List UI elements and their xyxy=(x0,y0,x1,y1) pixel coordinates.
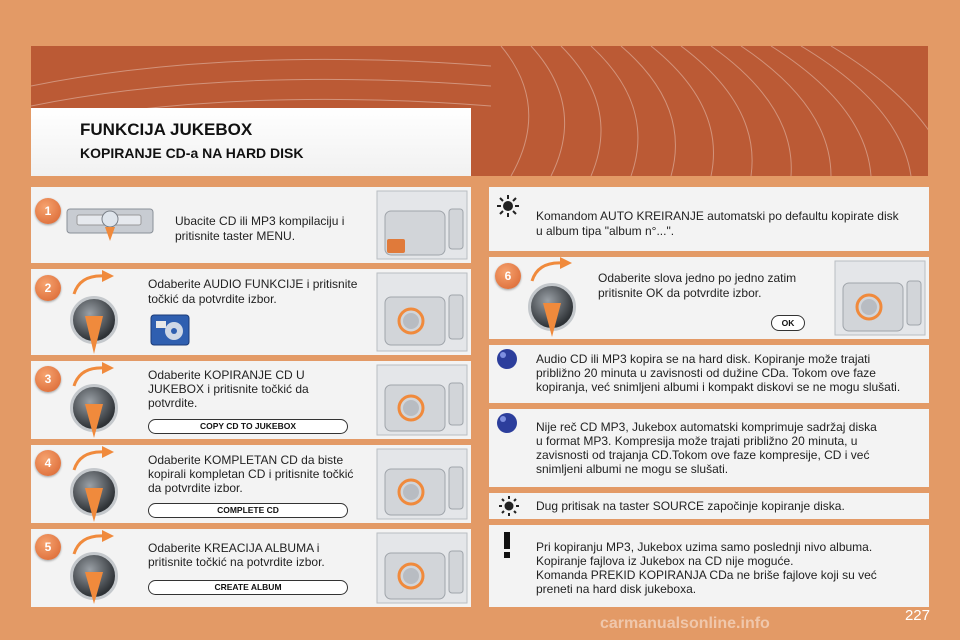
step-4-text-line2: kopirali kompletan CD i pritisnite točkić xyxy=(148,467,354,481)
blue-dot-icon xyxy=(496,412,518,434)
radio-control-panel-icon xyxy=(833,259,927,337)
sun-tip-icon xyxy=(496,194,520,218)
step-3-text-line2: JUKEBOX i pritisnite točkić da xyxy=(148,382,309,396)
warning-line4: preneti na hard disk jukeboxa. xyxy=(536,582,697,596)
step-1-number: 1 xyxy=(35,198,61,224)
radio-control-panel-icon xyxy=(375,447,469,521)
audio-functions-icon xyxy=(150,314,190,346)
press-arrow-icon xyxy=(83,488,105,524)
create-album-button[interactable]: CREATE ALBUM xyxy=(148,580,348,595)
step-5-text-line1: Odaberite KREACIJA ALBUMA i xyxy=(148,541,320,555)
step-5-text-line2: pritisnite točkić na potvrdite izbor. xyxy=(148,555,325,569)
radio-control-panel-icon xyxy=(375,363,469,437)
rotate-arrow-icon xyxy=(528,255,574,285)
step-6-text-line1: Odaberite slova jedno po jedno zatim xyxy=(598,271,797,285)
audio-cd-line3: kopiranja, već snimljeni albumi i kompakt diskovi se ne mogu slušati. xyxy=(536,380,901,394)
step-1-text-line2: pritisnite taster MENU. xyxy=(175,229,296,243)
source-line1: Dug pritisak na taster SOURCE započinje kopiranje diska. xyxy=(536,499,845,513)
complete-cd-button[interactable]: COMPLETE CD xyxy=(148,503,348,518)
auto-create-line1: Komandom AUTO KREIRANJE automatski po defaultu kopirate disk xyxy=(536,209,899,223)
step-4-number: 4 xyxy=(35,450,61,476)
step-6-text-line2: pritisnite OK da potvrdite izbor. xyxy=(598,286,762,300)
rotate-arrow-icon xyxy=(70,268,116,298)
page-number: 227 xyxy=(904,607,930,624)
warning-line2: Kopiranje fajlova iz Jukebox na CD nije moguće. xyxy=(536,554,794,568)
compression-line4: snimljeni albumi ne mogu se slušati. xyxy=(536,462,729,476)
page-subtitle: KOPIRANJE CD-a NA HARD DISK xyxy=(80,145,304,161)
step-4-text-line3: da potvrdite izbor. xyxy=(148,481,243,495)
sun-tip-icon xyxy=(498,495,520,517)
step-2-text-line2: točkić da potvrdite izbor. xyxy=(148,292,277,306)
warning-line3: Komanda PREKID KOPIRANJA CDa ne briše fajlove koji su već xyxy=(536,568,877,582)
press-arrow-icon xyxy=(541,303,563,339)
ok-button[interactable]: OK xyxy=(771,315,805,331)
title-box xyxy=(31,108,471,176)
press-arrow-icon xyxy=(83,404,105,440)
step-2-number: 2 xyxy=(35,275,61,301)
step-3-text-line3: potvrdite. xyxy=(148,396,198,410)
step-3-number: 3 xyxy=(35,366,61,392)
compression-line1: Nije reč CD MP3, Jukebox automatski komprimuje sadržaj diska xyxy=(536,420,877,434)
copy-cd-to-jukebox-button[interactable]: COPY CD TO JUKEBOX xyxy=(148,419,348,434)
step-6-number: 6 xyxy=(495,263,521,289)
warning-line1: Pri kopiranju MP3, Jukebox uzima samo poslednji nivo albuma. xyxy=(536,540,873,554)
step-3-text-line1: Odaberite KOPIRANJE CD U xyxy=(148,368,305,382)
exclamation-icon xyxy=(500,532,514,558)
press-arrow-icon xyxy=(83,316,105,356)
auto-create-line2: u album tipa "album n°...". xyxy=(536,224,675,238)
blue-dot-icon xyxy=(496,348,518,370)
compression-line2: u format MP3. Kompresija može trajati približno 20 minuta, u xyxy=(536,434,858,448)
step-4-text-line1: Odaberite KOMPLETAN CD da biste xyxy=(148,453,344,467)
audio-cd-line2: približno 20 minuta u zavisnosti od dužine CDa. Tokom ove faze xyxy=(536,366,876,380)
press-arrow-icon xyxy=(83,572,105,606)
watermark: carmanualsonline.info xyxy=(600,615,770,632)
audio-cd-line1: Audio CD ili MP3 kopira se na hard disk. Kopiranje može trajati xyxy=(536,352,871,366)
cd-insert-icon xyxy=(65,203,155,243)
page-title: FUNKCIJA JUKEBOX xyxy=(80,120,253,139)
step-5-number: 5 xyxy=(35,534,61,560)
radio-control-panel-icon xyxy=(375,271,469,353)
compression-line3: zavisnosti od trajanja CD.Tokom ove faze kompresije, CD i već xyxy=(536,448,870,462)
radio-control-panel-icon xyxy=(375,189,469,261)
step-2-text-line1: Odaberite AUDIO FUNKCIJE i pritisnite xyxy=(148,277,358,291)
radio-control-panel-icon xyxy=(375,531,469,605)
step-1-text-line1: Ubacite CD ili MP3 kompilaciju i xyxy=(175,214,345,228)
